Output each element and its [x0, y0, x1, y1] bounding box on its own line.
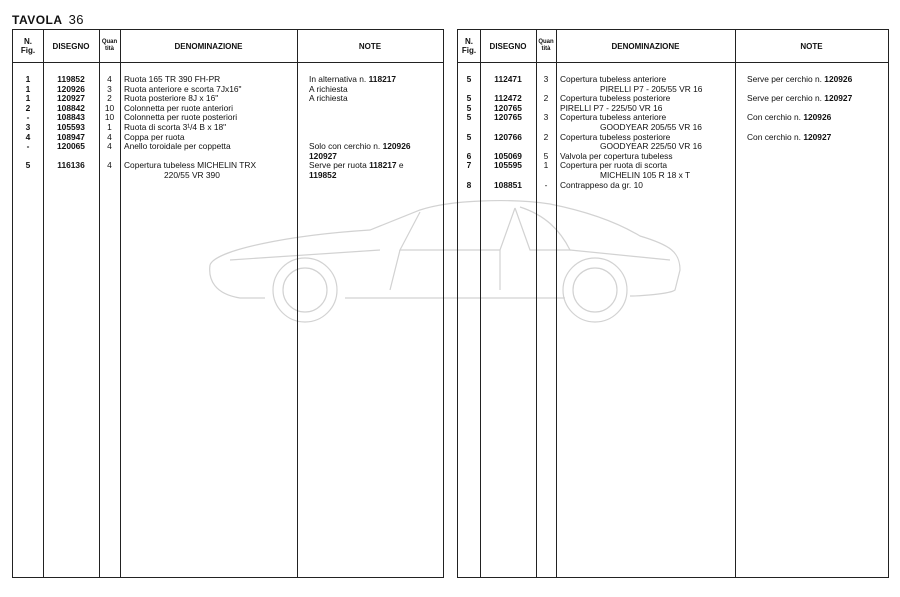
- fig-number: 5: [466, 93, 472, 104]
- col-header-disegno: DISEGNO: [489, 41, 527, 51]
- fig-number: -: [26, 141, 30, 152]
- fig-number: 5: [466, 131, 472, 142]
- description: Ruota di scorta 3¹/4 B x 18": [124, 122, 227, 132]
- fig-number: 5: [466, 112, 472, 123]
- parts-table-left: [12, 29, 444, 578]
- fig-number: 5: [466, 102, 472, 113]
- description-line2: GOODYEAR 205/55 VR 16: [600, 122, 702, 132]
- description-line2: 220/55 VR 390: [164, 170, 220, 180]
- description: Ruota posteriore 8J x 16": [124, 93, 219, 104]
- description-line2: GOODYEAR 225/50 VR 16: [600, 141, 702, 152]
- note: Serve per cerchio n. 120926: [747, 74, 853, 84]
- quantity: 10: [104, 112, 115, 123]
- note-line2: 119852: [309, 170, 337, 180]
- quantity: 3: [543, 74, 549, 84]
- description: Anello toroidale per coppetta: [124, 141, 231, 152]
- description: Copertura tubeless MICHELIN TRX: [124, 160, 257, 171]
- col-header-fig: N. Fig.: [461, 37, 477, 55]
- quantity: 4: [107, 141, 112, 152]
- col-header-disegno: DISEGNO: [52, 41, 90, 51]
- description: PIRELLI P7 - 225/50 VR 16: [560, 102, 663, 113]
- quantity: 1: [107, 122, 112, 132]
- quantity: 5: [543, 150, 549, 161]
- fig-number: 1: [25, 74, 31, 84]
- drawing-number: 105593: [57, 122, 85, 132]
- tavola-number: 36: [68, 12, 85, 27]
- description: Contrappeso da gr. 10: [560, 179, 643, 190]
- drawing-number: 105069: [494, 150, 522, 161]
- note: A richiesta: [309, 83, 348, 94]
- drawing-number: 120766: [494, 131, 522, 142]
- drawing-number: 112472: [494, 93, 522, 104]
- description: Colonnetta per ruote posteriori: [124, 112, 238, 123]
- col-header-note: NOTE: [358, 41, 382, 51]
- description: Ruota 165 TR 390 FH-PR: [124, 74, 221, 84]
- description: Colonnetta per ruote anteriori: [124, 102, 233, 113]
- quantity: 4: [107, 131, 112, 142]
- fig-number: 3: [25, 122, 31, 132]
- note: Con cerchio n. 120927: [747, 131, 832, 142]
- description: Copertura tubeless anteriore: [560, 74, 667, 84]
- col-header-qty: Quan tità: [538, 39, 554, 52]
- col-header-denominazione: DENOMINAZIONE: [611, 41, 680, 51]
- description: Copertura tubeless posteriore: [560, 131, 671, 142]
- description: Valvola per copertura tubeless: [560, 150, 673, 161]
- col-header-qty: Quan tità: [101, 39, 118, 52]
- quantity: 4: [107, 74, 112, 84]
- drawing-number: 120065: [57, 141, 85, 152]
- drawing-number: 120765: [494, 102, 522, 113]
- note: Serve per cerchio n. 120927: [747, 93, 853, 104]
- drawing-number: 105595: [494, 160, 522, 171]
- fig-number: 5: [25, 160, 31, 171]
- description: Copertura per ruota di scorta: [560, 160, 668, 171]
- quantity: 4: [107, 160, 112, 171]
- quantity: 2: [107, 93, 112, 104]
- tavola-label: TAVOLA: [12, 13, 63, 27]
- parts-table-right: [457, 29, 889, 578]
- drawing-number: 116136: [57, 160, 85, 171]
- drawing-number: 120927: [57, 93, 85, 104]
- col-header-fig: N. Fig.: [20, 37, 36, 55]
- drawing-number: 108842: [57, 102, 85, 113]
- quantity: 2: [543, 131, 549, 142]
- fig-number: -: [26, 112, 30, 123]
- fig-number: 2: [25, 102, 31, 113]
- tavola-heading: [12, 12, 84, 27]
- description-line2: MICHELIN 105 R 18 x T: [600, 170, 691, 180]
- description: Copertura tubeless anteriore: [560, 112, 667, 123]
- fig-number: 1: [25, 83, 31, 94]
- note: Con cerchio n. 120926: [747, 112, 832, 123]
- fig-number: 7: [466, 160, 472, 171]
- quantity: -: [544, 179, 548, 190]
- fig-number: 4: [25, 131, 31, 142]
- description-line2: PIRELLI P7 - 205/55 VR 16: [600, 83, 703, 94]
- drawing-number: 108851: [494, 179, 522, 190]
- col-header-note: NOTE: [800, 41, 823, 51]
- col-header-denominazione: DENOMINAZIONE: [174, 41, 243, 51]
- description: Coppa per ruota: [124, 131, 185, 142]
- drawing-number: 119852: [57, 74, 85, 84]
- drawing-number: 108843: [57, 112, 85, 123]
- note: In alternativa n. 118217: [309, 74, 397, 84]
- quantity: 2: [543, 93, 549, 104]
- description: Copertura tubeless posteriore: [560, 93, 671, 104]
- drawing-number: 112471: [494, 74, 522, 84]
- fig-number: 8: [466, 179, 472, 190]
- note: Solo con cerchio n. 120926: [309, 141, 411, 152]
- drawing-number: 120926: [57, 83, 85, 94]
- description: Ruota anteriore e scorta 7Jx16": [124, 83, 242, 94]
- fig-number: 6: [466, 150, 472, 161]
- note: Serve per ruota 118217 e: [309, 160, 404, 171]
- quantity: 10: [104, 102, 115, 113]
- note-line2: 120927: [309, 150, 337, 161]
- quantity: 1: [543, 160, 549, 171]
- drawing-number: 120765: [494, 112, 522, 123]
- quantity: 3: [543, 112, 549, 123]
- quantity: 3: [107, 83, 112, 94]
- fig-number: 5: [466, 74, 472, 84]
- drawing-number: 108947: [57, 131, 85, 142]
- note: A richiesta: [309, 93, 348, 104]
- fig-number: 1: [25, 93, 31, 104]
